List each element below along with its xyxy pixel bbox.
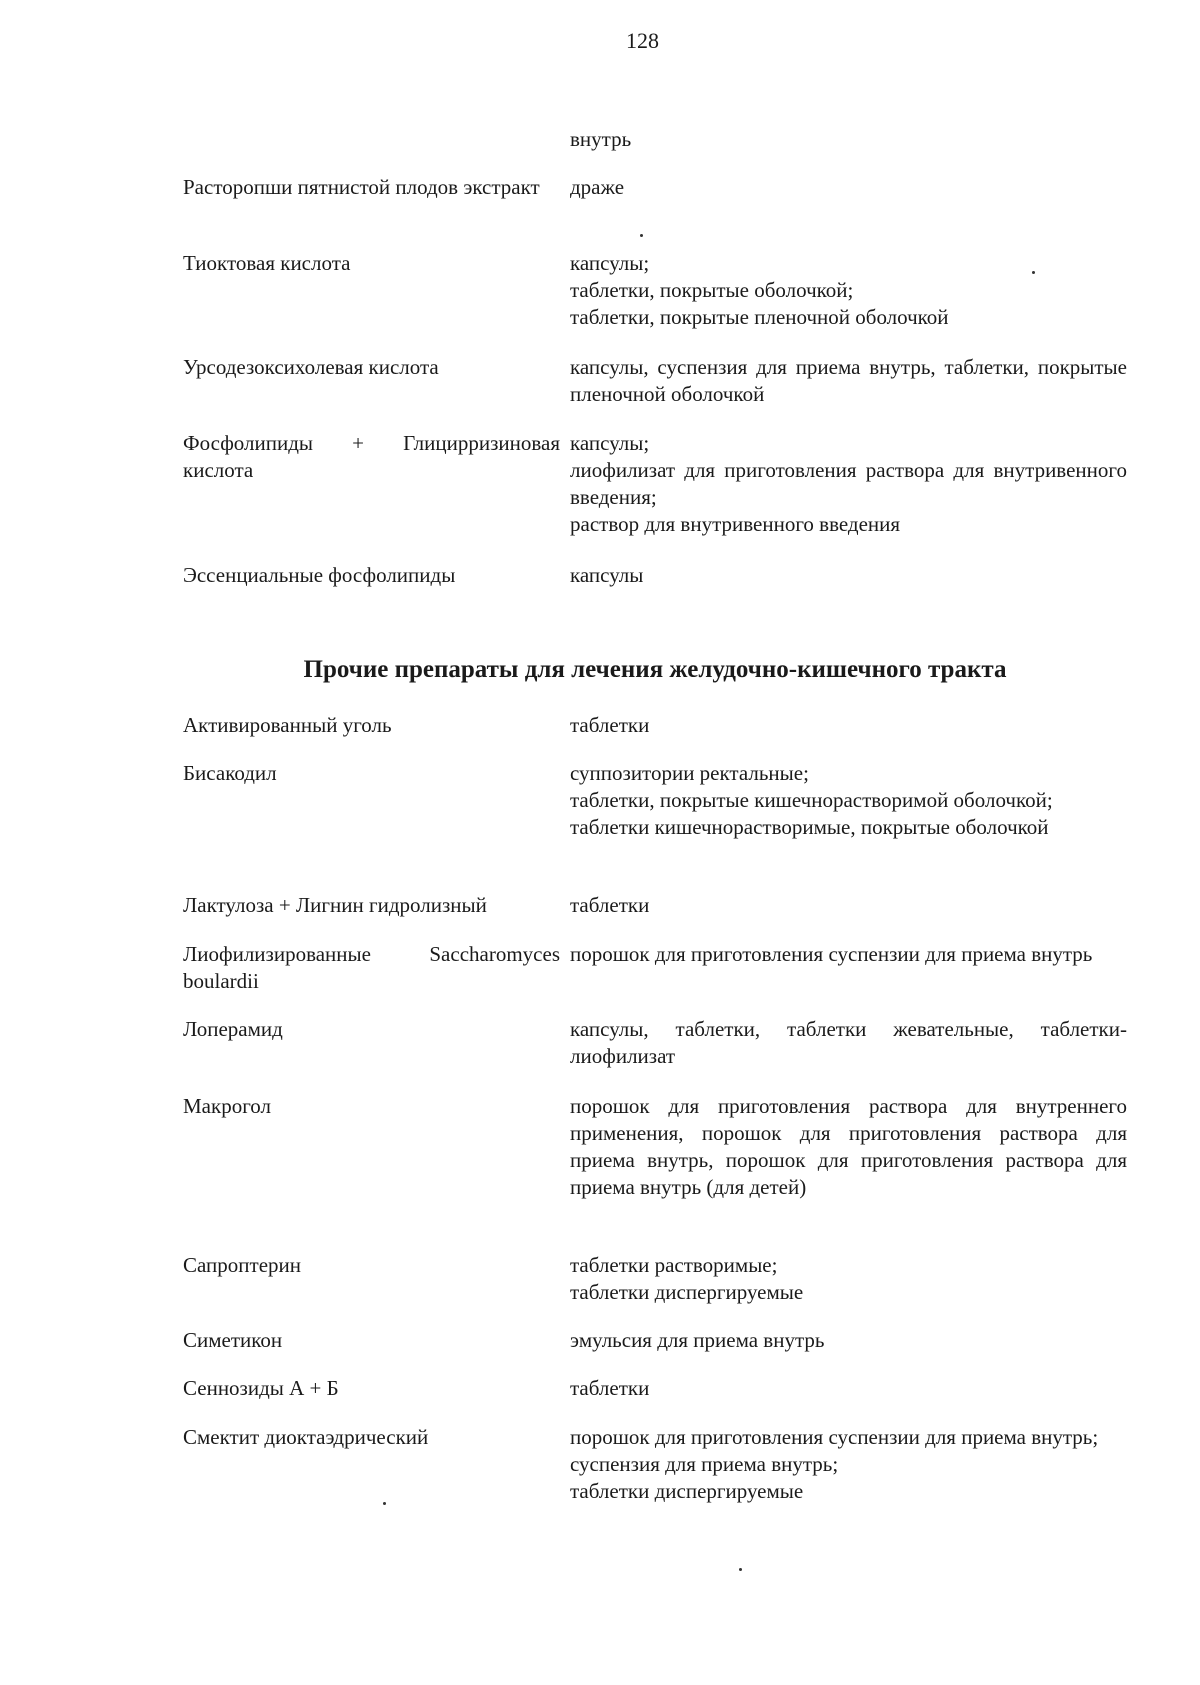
dosage-form: порошок для приготовления суспензии для приема внутрь; суспензия для приема внутрь; таблетки диспергируемые bbox=[570, 1425, 1099, 1503]
drug-row-container bbox=[183, 1327, 1127, 1354]
drug-row-container bbox=[183, 892, 1127, 919]
drug-row-container bbox=[183, 712, 1127, 739]
drug-row-container bbox=[183, 760, 1127, 841]
drug-row-container bbox=[183, 250, 1127, 331]
dosage-form: таблетки bbox=[570, 1376, 650, 1400]
drug-row bbox=[183, 1375, 1127, 1402]
drug-row bbox=[183, 1424, 1127, 1505]
drug-row-container bbox=[183, 1424, 1127, 1505]
drug-row bbox=[183, 354, 1127, 408]
drug-row-container bbox=[183, 430, 1127, 538]
dosage-form: таблетки bbox=[570, 893, 650, 917]
drug-name: Расторопши пятнистой плодов экстракт bbox=[183, 175, 540, 199]
drug-row-container bbox=[183, 562, 1127, 589]
drug-name: Тиоктовая кислота bbox=[183, 251, 351, 275]
drug-row bbox=[183, 126, 1127, 153]
drug-row-container bbox=[183, 1252, 1127, 1306]
scan-speck bbox=[1032, 271, 1035, 274]
drug-row bbox=[183, 174, 1127, 201]
drug-name: Сеннозиды А + Б bbox=[183, 1376, 339, 1400]
scan-speck bbox=[640, 234, 643, 237]
drug-row-container bbox=[183, 1016, 1127, 1070]
dosage-form: капсулы; лиофилизат для приготовления раствора для внутривенного введения; раствор для внутривенного введения bbox=[570, 431, 1127, 536]
drug-row bbox=[183, 941, 1127, 995]
drug-row bbox=[183, 1093, 1127, 1201]
dosage-form: капсулы; таблетки, покрытые оболочкой; таблетки, покрытые пленочной оболочкой bbox=[570, 251, 949, 329]
dosage-form: таблетки bbox=[570, 713, 650, 737]
dosage-form: эмульсия для приема внутрь bbox=[570, 1328, 825, 1352]
dosage-form: капсулы, таблетки, таблетки жевательные, таблетки-лиофилизат bbox=[570, 1017, 1127, 1068]
drug-row bbox=[183, 1252, 1127, 1306]
dosage-form: суппозитории ректальные; таблетки, покрытые кишечнорастворимой оболочкой; таблетки кишечнорастворимые, покрытые оболочкой bbox=[570, 761, 1053, 839]
drug-row-container bbox=[183, 1093, 1127, 1201]
drug-row-container bbox=[183, 174, 1127, 201]
dosage-form: драже bbox=[570, 175, 625, 199]
drug-row bbox=[183, 562, 1127, 589]
drug-row bbox=[183, 760, 1127, 841]
drug-name: Активированный уголь bbox=[183, 713, 392, 737]
dosage-form: таблетки растворимые; таблетки диспергируемые bbox=[570, 1253, 804, 1304]
drug-row bbox=[183, 712, 1127, 739]
drug-name: Макрогол bbox=[183, 1094, 271, 1118]
dosage-form: капсулы bbox=[570, 563, 644, 587]
drug-name: Бисакодил bbox=[183, 761, 277, 785]
scan-speck bbox=[739, 1568, 742, 1571]
dosage-form: капсулы, суспензия для приема внутрь, таблетки, покрытые пленочной оболочкой bbox=[570, 355, 1127, 406]
drug-row bbox=[183, 1327, 1127, 1354]
drug-name: Лиофилизированные Saccharomyces boulardii bbox=[183, 942, 560, 993]
scan-speck bbox=[383, 1502, 386, 1505]
drug-row-container bbox=[183, 1375, 1127, 1402]
drug-row bbox=[183, 892, 1127, 919]
section-heading: Прочие препараты для лечения желудочно-кишечного тракта bbox=[303, 656, 1007, 683]
drug-row-container bbox=[183, 941, 1127, 995]
drug-name: Урсодезоксихолевая кислота bbox=[183, 355, 439, 379]
dosage-form: внутрь bbox=[570, 127, 632, 151]
drug-list-hepatic bbox=[183, 126, 1127, 153]
drug-row-container bbox=[183, 354, 1127, 408]
dosage-form: порошок для приготовления раствора для внутреннего применения, порошок для приготовления раствора для приема внутрь, порошок для приготовления раствора для приема внутрь (для детей) bbox=[570, 1094, 1127, 1199]
drug-name: Лоперамид bbox=[183, 1017, 283, 1041]
drug-name: Лактулоза + Лигнин гидролизный bbox=[183, 893, 487, 917]
drug-name: Смектит диоктаэдрический bbox=[183, 1425, 429, 1449]
drug-name: Эссенциальные фосфолипиды bbox=[183, 563, 456, 587]
drug-name: Фосфолипиды + Глицирризиновая кислота bbox=[183, 431, 560, 482]
dosage-form: порошок для приготовления суспензии для приема внутрь bbox=[570, 942, 1093, 966]
drug-name: Сапроптерин bbox=[183, 1253, 302, 1277]
page-number: 128 bbox=[626, 28, 659, 53]
drug-row bbox=[183, 430, 1127, 538]
drug-row bbox=[183, 250, 1127, 331]
drug-name: Симетикон bbox=[183, 1328, 283, 1352]
drug-row bbox=[183, 1016, 1127, 1070]
